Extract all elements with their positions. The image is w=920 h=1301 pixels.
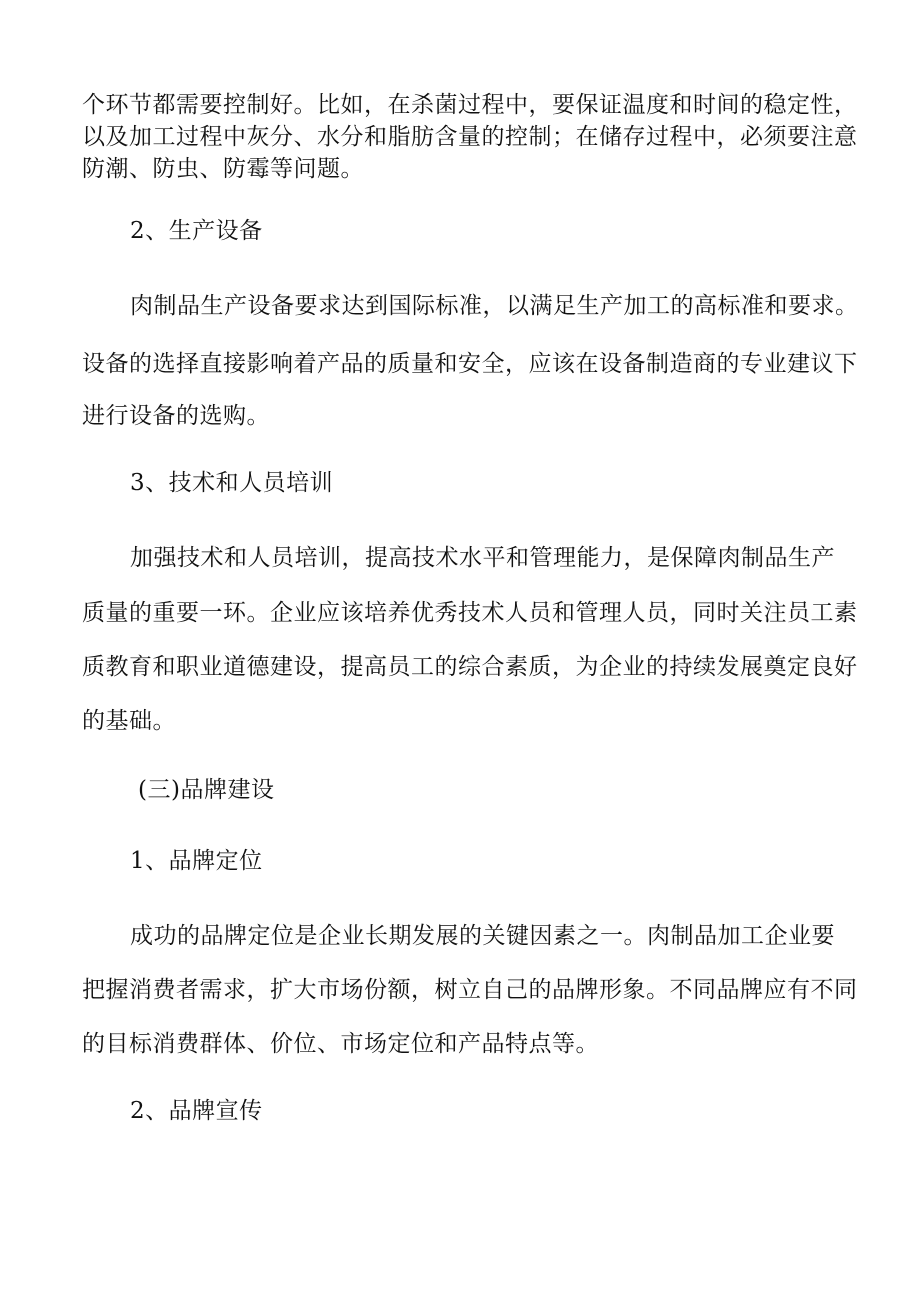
paragraph-training-line-3: 质教育和职业道德建设，提高员工的综合素质，为企业的持续发展奠定良好 — [82, 654, 858, 680]
paragraph-process-control-line-3: 防潮、防虫、防霉等问题。 — [82, 156, 364, 182]
paragraph-equipment-line-2: 设备的选择直接影响着产品的质量和安全，应该在设备制造商的专业建议下 — [82, 351, 858, 377]
heading-production-equipment: 2、生产设备 — [130, 218, 263, 244]
paragraph-positioning-line-1: 成功的品牌定位是企业长期发展的关键因素之一。肉制品加工企业要 — [130, 923, 835, 949]
paragraph-positioning-line-2: 把握消费者需求，扩大市场份额，树立自己的品牌形象。不同品牌应有不同 — [82, 977, 858, 1003]
paragraph-training-line-4: 的基础。 — [82, 708, 176, 734]
paragraph-training-line-1: 加强技术和人员培训，提高技术水平和管理能力，是保障肉制品生产 — [130, 545, 835, 571]
heading-technical-training: 3、技术和人员培训 — [130, 470, 334, 496]
paragraph-training-line-2: 质量的重要一环。企业应该培养优秀技术人员和管理人员，同时关注员工素 — [82, 600, 858, 626]
paragraph-process-control-line-1: 个环节都需要控制好。比如，在杀菌过程中，要保证温度和时间的稳定性， — [82, 92, 858, 118]
heading-brand-promotion: 2、品牌宣传 — [130, 1098, 263, 1124]
heading-brand-positioning: 1、品牌定位 — [130, 848, 263, 874]
paragraph-equipment-line-1: 肉制品生产设备要求达到国际标准，以满足生产加工的高标准和要求。 — [130, 293, 859, 319]
paragraph-equipment-line-3: 进行设备的选购。 — [82, 403, 270, 429]
paragraph-process-control-line-2: 以及加工过程中灰分、水分和脂肪含量的控制；在储存过程中，必须要注意 — [82, 124, 858, 150]
section-heading-brand-building: (三)品牌建设 — [138, 777, 275, 803]
paragraph-positioning-line-3: 的目标消费群体、价位、市场定位和产品特点等。 — [82, 1031, 599, 1057]
